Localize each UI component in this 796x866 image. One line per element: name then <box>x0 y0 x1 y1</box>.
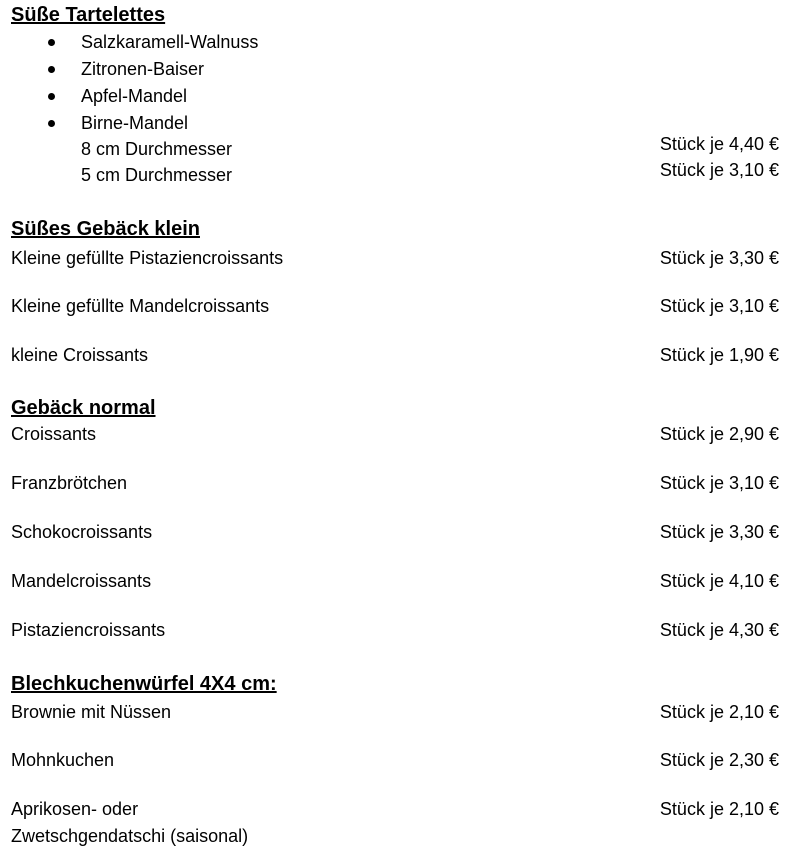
price-label: Stück je 3,30 € <box>659 248 779 268</box>
list-item: Birne-Mandel <box>81 113 189 133</box>
price-label: Stück je 2,10 € <box>659 702 779 722</box>
section-title-gebaeck-normal: Gebäck normal <box>11 397 156 419</box>
price-label: Stück je 2,90 € <box>659 424 779 444</box>
bullet-icon <box>48 39 55 46</box>
price-label: Stück je 3,10 € <box>659 160 779 180</box>
section-title-blechkuchen: Blechkuchenwürfel 4X4 cm: <box>11 673 277 695</box>
bullet-icon <box>48 120 55 127</box>
size-label: 5 cm Durchmesser <box>81 165 233 185</box>
list-item: Salzkaramell-Walnuss <box>81 32 259 52</box>
price-label: Stück je 4,10 € <box>659 571 779 591</box>
list-item: Zitronen-Baiser <box>81 59 205 79</box>
menu-item-name: Mandelcroissants <box>11 571 152 591</box>
menu-item-name: Mohnkuchen <box>11 750 115 770</box>
menu-item-name: Kleine gefüllte Pistaziencroissants <box>11 248 284 268</box>
menu-item-name: Franzbrötchen <box>11 473 128 493</box>
section-title-tartelettes: Süße Tartelettes <box>11 4 166 26</box>
price-label: Stück je 4,30 € <box>659 620 779 640</box>
menu-item-name: Aprikosen- oder <box>11 799 139 819</box>
menu-item-name-line2: Zwetschgendatschi (saisonal) <box>11 826 249 846</box>
price-label: Stück je 2,30 € <box>659 750 779 770</box>
price-label: Stück je 2,10 € <box>659 799 779 819</box>
menu-item-name: Pistaziencroissants <box>11 620 166 640</box>
menu-item-name: Croissants <box>11 424 97 444</box>
price-label: Stück je 3,30 € <box>659 522 779 542</box>
menu-item-name: Kleine gefüllte Mandelcroissants <box>11 296 270 316</box>
price-label: Stück je 1,90 € <box>659 345 779 365</box>
price-label: Stück je 3,10 € <box>659 473 779 493</box>
price-label: Stück je 3,10 € <box>659 296 779 316</box>
bullet-icon <box>48 93 55 100</box>
price-label: Stück je 4,40 € <box>659 134 779 154</box>
size-label: 8 cm Durchmesser <box>81 139 233 159</box>
menu-item-name: Schokocroissants <box>11 522 153 542</box>
list-item: Apfel-Mandel <box>81 86 188 106</box>
menu-item-name: kleine Croissants <box>11 345 149 365</box>
bullet-icon <box>48 66 55 73</box>
menu-item-name: Brownie mit Nüssen <box>11 702 172 722</box>
section-title-gebaeck-klein: Süßes Gebäck klein <box>11 218 200 240</box>
